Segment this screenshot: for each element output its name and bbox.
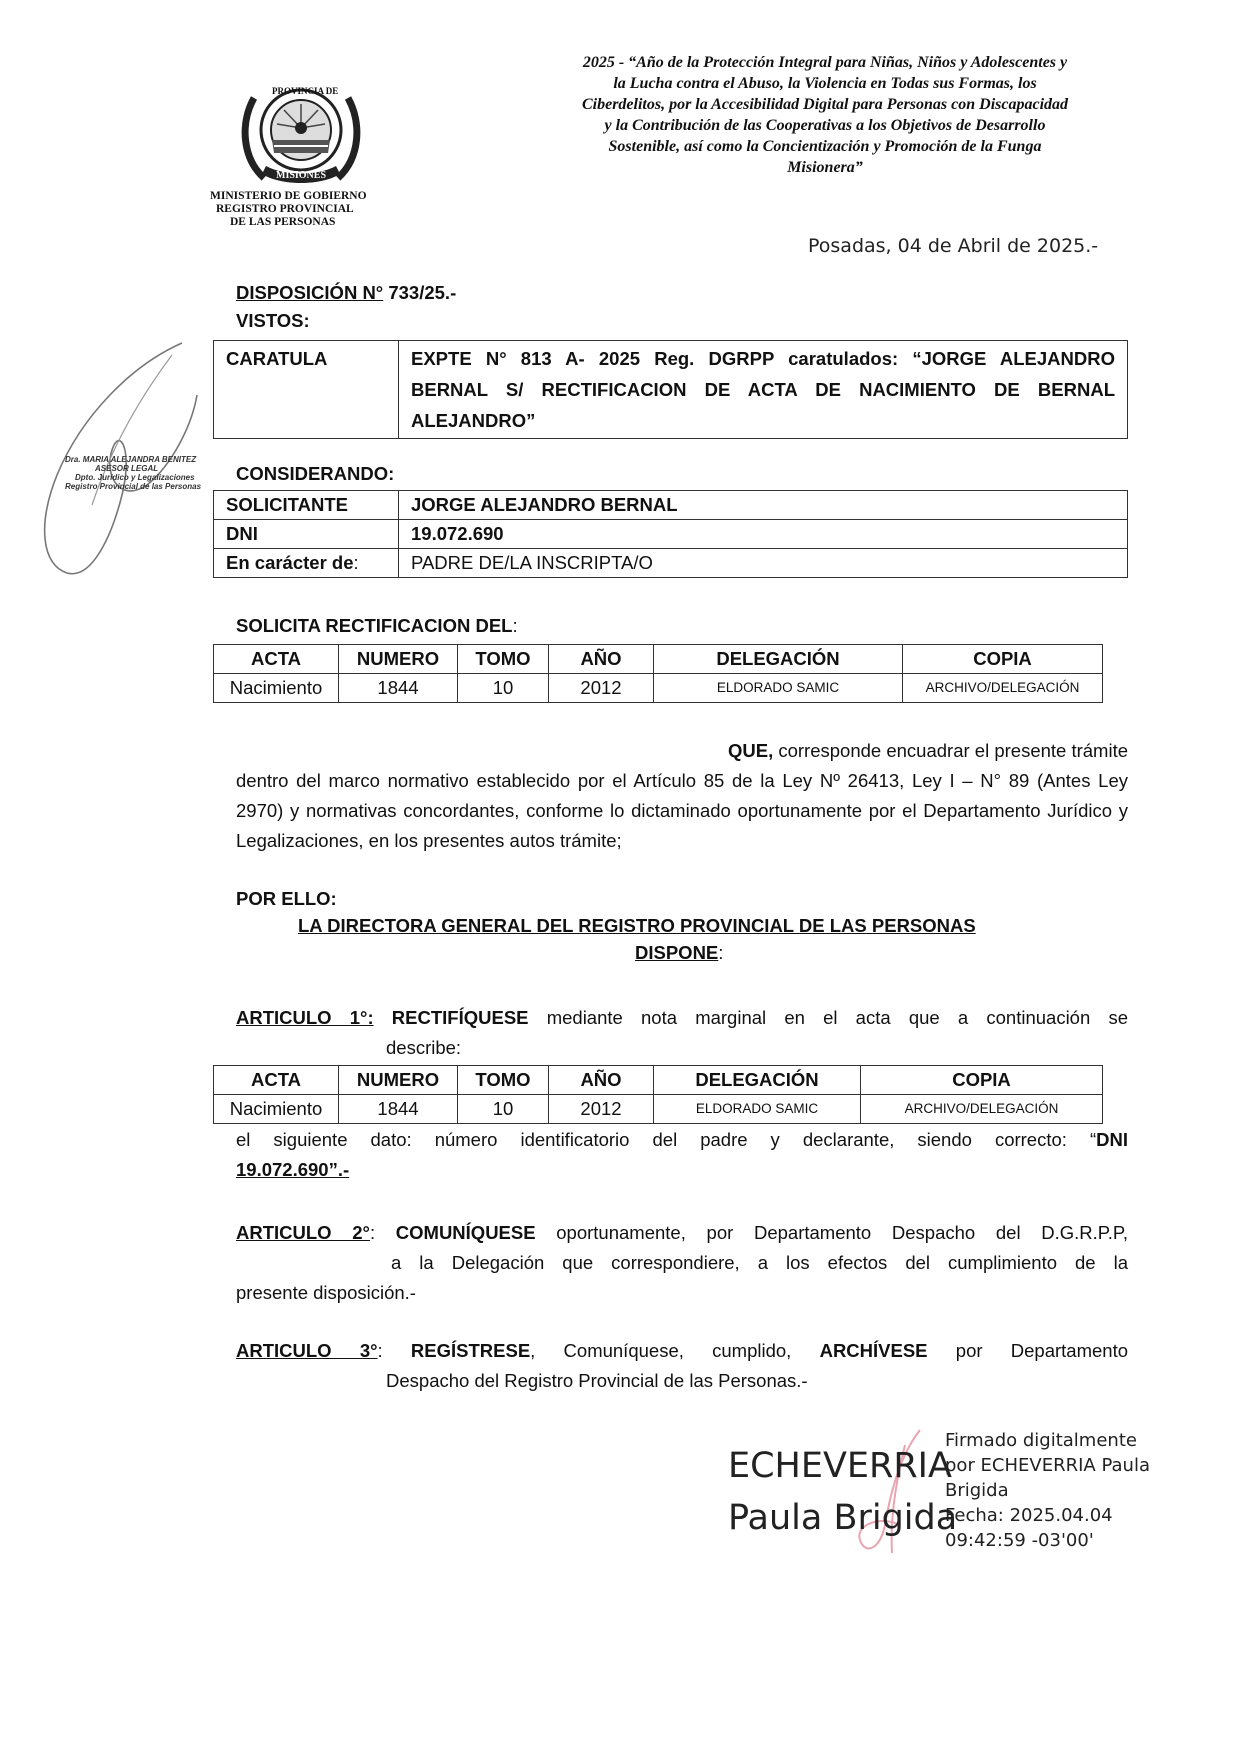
stamp-line: Dpto. Jurídico y Legalizaciones — [75, 473, 195, 482]
disposicion-heading — [236, 282, 456, 304]
art1-label: ARTICULO 1°: — [236, 1007, 374, 1028]
cell-numero: 1844 — [339, 1095, 458, 1124]
considerando-table — [213, 490, 1128, 578]
cell-copia: ARCHIVO/DELEGACIÓN — [903, 674, 1103, 703]
art2-colon: : — [369, 1222, 376, 1243]
col-anio: AÑO — [549, 645, 654, 674]
art3-colon: : — [377, 1340, 383, 1361]
solicitante-value: JORGE ALEJANDRO BERNAL — [399, 491, 1128, 520]
art1-text: mediante nota marginal en el acta que a continuación se — [528, 1007, 1128, 1028]
art2-label: ARTICULO 2° — [236, 1222, 370, 1243]
art3-cont: Despacho del Registro Provincial de las Personas.- — [386, 1370, 808, 1391]
seal-bottom-text: MISIONES — [276, 170, 327, 181]
disposicion-label: DISPOSICIÓN N° — [236, 282, 384, 303]
cell-acta: Nacimiento — [214, 1095, 339, 1124]
que-paragraph — [236, 736, 1128, 856]
por-ello: POR ELLO: — [236, 888, 337, 909]
table-row — [214, 341, 1128, 439]
caratula-table — [213, 340, 1128, 439]
stamp-line: Registro Provincial de las Personas — [65, 482, 202, 491]
signer-name — [728, 1440, 957, 1544]
table-row — [214, 549, 1128, 578]
cell-tomo: 10 — [458, 1095, 549, 1124]
dispone-colon: : — [718, 942, 724, 963]
art1-cont: describe: — [386, 1037, 462, 1058]
art2-verb: COMUNÍQUESE — [375, 1222, 536, 1243]
art3-label: ARTICULO 3° — [236, 1340, 378, 1361]
cell-delegacion: ELDORADO SAMIC — [654, 1095, 861, 1124]
ministry-line: MINISTERIO DE GOBIERNO — [210, 190, 367, 202]
col-numero: NUMERO — [339, 1066, 458, 1095]
cell-tomo: 10 — [458, 674, 549, 703]
signature-info-line: Brigida — [945, 1480, 1009, 1501]
art2-cont: a la Delegación que correspondiere, a los efectos del cumplimiento de la — [391, 1252, 1128, 1273]
art1-after-number: 19.072.690”.- — [236, 1159, 350, 1180]
dni-label: DNI — [214, 520, 399, 549]
que-first-line — [236, 736, 1128, 766]
art3-verb: REGÍSTRESE — [382, 1340, 531, 1361]
col-copia: COPIA — [903, 645, 1103, 674]
art1-first-line — [236, 1003, 1128, 1033]
caracter-colon: : — [353, 552, 359, 573]
cell-numero: 1844 — [339, 674, 458, 703]
ministry-line: DE LAS PERSONAS — [230, 216, 336, 228]
solicita-label: SOLICITA RECTIFICACION DEL — [236, 615, 513, 636]
stamp-line: Dra. MARIA ALEJANDRA BENITEZ — [65, 455, 197, 464]
col-tomo: TOMO — [458, 1066, 549, 1095]
art1-after — [236, 1125, 1128, 1185]
col-numero: NUMERO — [339, 645, 458, 674]
seal-top-text: PROVINCIA DE — [272, 86, 339, 96]
col-acta: ACTA — [214, 1066, 339, 1095]
que-first: corresponde encuadrar el presente trámite — [773, 740, 1128, 761]
signature-info-line: Fecha: 2025.04.04 — [945, 1505, 1113, 1526]
ministry-line: REGISTRO PROVINCIAL — [216, 203, 354, 215]
caracter-value: PADRE DE/LA INSCRIPTA/O — [399, 549, 1128, 578]
art2-first-line — [236, 1218, 1128, 1248]
table-header-row — [214, 645, 1103, 674]
table-header-row — [214, 1066, 1103, 1095]
que-lead: QUE, — [727, 740, 774, 761]
art3-verb2: ARCHÍVESE — [819, 1340, 928, 1361]
art3-first-line — [236, 1336, 1128, 1366]
caracter-label: En carácter de — [226, 552, 354, 573]
solicitante-label: SOLICITANTE — [214, 491, 399, 520]
caratula-value: EXPTE N° 813 A- 2025 Reg. DGRPP caratulados: “JORGE ALEJANDRO BERNAL S/ RECTIFICACION DE ACTA DE NACIMIENTO DE BERNAL ALEJANDRO” — [399, 341, 1128, 439]
motto-line: Ciberdelitos, por la Accesibilidad Digital para Personas con Discapacidad — [581, 96, 1069, 113]
signer-surname: ECHEVERRIA — [728, 1446, 952, 1486]
solicita-colon: : — [512, 615, 518, 636]
motto-line: 2025 - “Año de la Protección Integral para Niñas, Niños y Adolescentes y — [582, 54, 1068, 71]
articulo-1 — [236, 1003, 1128, 1063]
disposicion-number: 733/25.- — [383, 282, 457, 303]
signature-info-line: Firmado digitalmente — [945, 1430, 1137, 1451]
art1-after-text: el siguiente dato: número identificatorio del padre y declarante, siendo correcto: “ — [236, 1129, 1097, 1150]
caracter-label-cell — [214, 549, 399, 578]
solicita-heading — [236, 615, 518, 637]
province-seal-logo — [236, 78, 366, 188]
directora-heading: LA DIRECTORA GENERAL DEL REGISTRO PROVINCIAL DE LAS PERSONAS — [298, 915, 976, 936]
cell-delegacion: ELDORADO SAMIC — [654, 674, 903, 703]
year-motto — [520, 52, 1130, 178]
signature-info-line: 09:42:59 -03'00' — [945, 1530, 1094, 1551]
place-date: Posadas, 04 de Abril de 2025.- — [808, 235, 1099, 257]
art3-mid: , Comuníquese, cumplido, — [530, 1340, 792, 1361]
col-delegacion: DELEGACIÓN — [654, 645, 903, 674]
table-row — [214, 674, 1103, 703]
caratula-label: CARATULA — [214, 341, 399, 439]
dispone-label: DISPONE — [635, 942, 719, 963]
vistos-heading: VISTOS: — [236, 310, 310, 331]
cell-anio: 2012 — [549, 674, 654, 703]
articulo-3 — [236, 1336, 1128, 1396]
considerando-heading: CONSIDERANDO: — [236, 463, 395, 484]
cell-anio: 2012 — [549, 1095, 654, 1124]
motto-line: Sostenible, así como la Concientización y Promoción de la Funga — [608, 138, 1042, 155]
col-anio: AÑO — [549, 1066, 654, 1095]
stamp-line: ASESOR LEGAL — [95, 464, 159, 473]
cell-copia: ARCHIVO/DELEGACIÓN — [861, 1095, 1103, 1124]
col-tomo: TOMO — [458, 645, 549, 674]
motto-line: Misionera” — [787, 159, 863, 176]
art2-cont2: presente disposición.- — [236, 1282, 416, 1303]
legal-advisor-stamp — [65, 455, 201, 491]
table-row — [214, 491, 1128, 520]
cell-acta: Nacimiento — [214, 674, 339, 703]
signature-info-line: por ECHEVERRIA Paula — [945, 1455, 1150, 1476]
acta-table-1 — [213, 644, 1103, 703]
signature-info — [945, 1428, 1150, 1553]
motto-line: y la Contribución de las Cooperativas a los Objetivos de Desarrollo — [604, 117, 1046, 134]
table-row — [214, 520, 1128, 549]
dispone-heading — [635, 942, 723, 964]
art2-text: oportunamente, por Departamento Despacho del D.G.R.P.P, — [535, 1222, 1128, 1243]
col-acta: ACTA — [214, 645, 339, 674]
art1-verb: RECTIFÍQUESE — [373, 1007, 529, 1028]
signer-given-names: Paula Brigida — [728, 1498, 958, 1538]
col-copia: COPIA — [861, 1066, 1103, 1095]
articulo-2 — [236, 1218, 1128, 1308]
table-row — [214, 1095, 1103, 1124]
ministry-header — [210, 190, 367, 229]
motto-line: la Lucha contra el Abuso, la Violencia en Todas sus Formas, los — [613, 75, 1037, 92]
col-delegacion: DELEGACIÓN — [654, 1066, 861, 1095]
art1-after-line — [236, 1125, 1128, 1155]
art3-text: por Departamento — [927, 1340, 1129, 1361]
art1-after-dni: DNI — [1096, 1129, 1128, 1150]
acta-table-2 — [213, 1065, 1103, 1124]
que-rest: dentro del marco normativo establecido por el Artículo 85 de la Ley Nº 26413, Ley I – N° 89 (Antes Ley 2970) y normativas concordantes, conforme lo dictaminado oportunamente por el Departamento Jurídico y Legalizaciones, en los presentes autos trámite; — [236, 770, 1128, 851]
dni-value: 19.072.690 — [399, 520, 1128, 549]
